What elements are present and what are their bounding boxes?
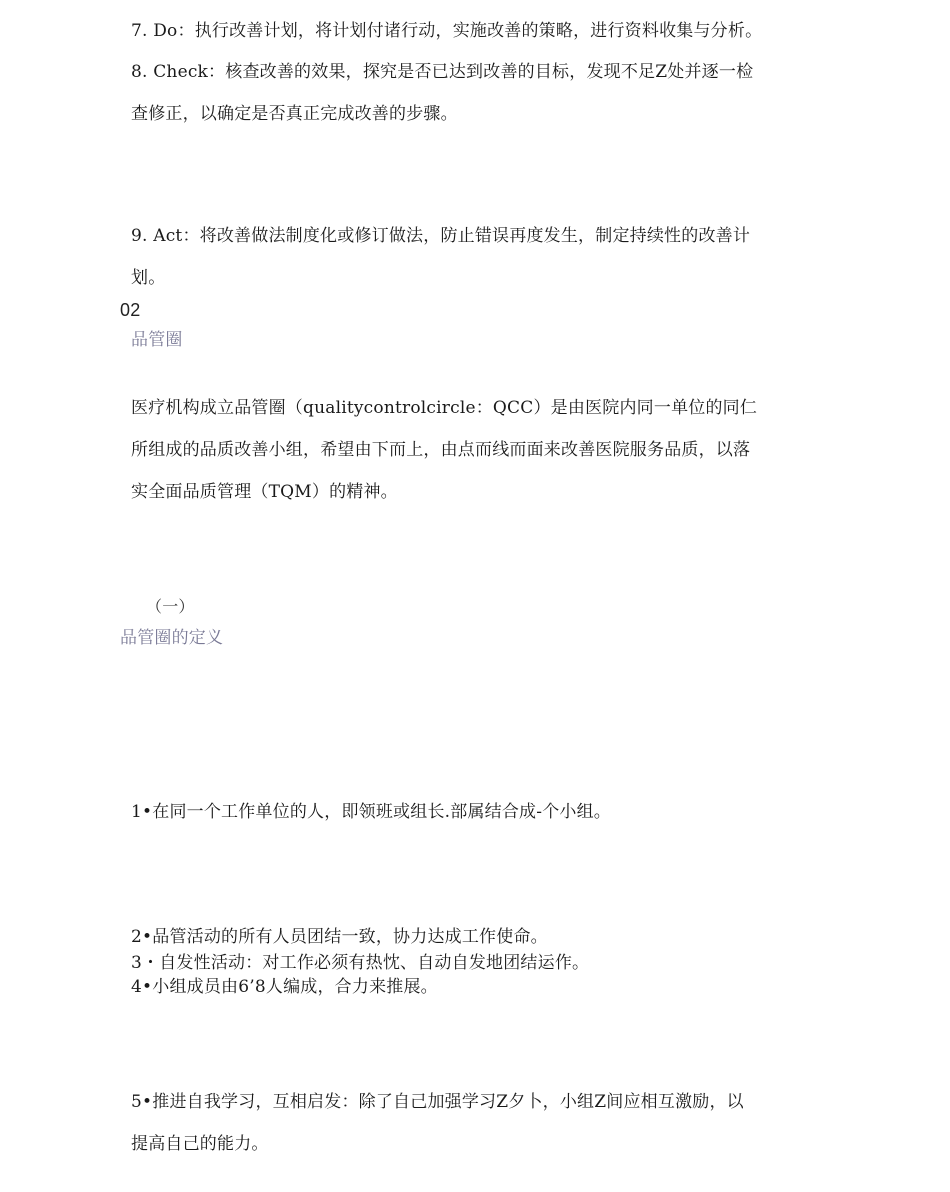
subsection-title: 品管圈的定义 xyxy=(120,628,224,648)
definition-item-4: 4•小组成员由6’8人编成，合力来推展。 xyxy=(131,977,438,997)
intro-line-1: 医疗机构成立品管圈（qualitycontrolcircle：QCC）是由医院内同一单位的同仁 xyxy=(131,398,758,418)
intro-line-3: 实全面品质管理（TQM）的精神。 xyxy=(131,482,398,502)
definition-item-5-line-1: 5•推进自我学习，互相启发：除了自己加强学习Z夕卜，小组Z间应相互激励，以 xyxy=(131,1092,744,1112)
pdca-act-line-1: 9. Act：将改善做法制度化或修订做法，防止错误再度发生，制定持续性的改善计 xyxy=(131,226,751,246)
pdca-check-line-2: 查修正，以确定是否真正完成改善的步骤。 xyxy=(131,104,458,124)
definition-item-2: 2•品管活动的所有人员团结一致，协力达成工作使命。 xyxy=(131,927,548,947)
subsection-marker: （一） xyxy=(146,597,195,616)
pdca-do-line: 7. Do：执行改善计划，将计划付诸行动，实施改善的策略，进行资料收集与分析。 xyxy=(131,21,763,41)
pdca-check-line-1: 8. Check：核查改善的效果，探究是否已达到改善的目标，发现不足Z处并逐一检 xyxy=(131,62,754,82)
section-title: 品管圈 xyxy=(131,330,183,350)
definition-item-1: 1•在同一个工作单位的人，即领班或组长.部属结合成-个小组。 xyxy=(131,802,611,822)
definition-item-5-line-2: 提高自己的能力。 xyxy=(131,1134,269,1154)
section-number: 02 xyxy=(120,300,141,320)
intro-line-2: 所组成的品质改善小组，希望由下而上，由点而线而面来改善医院服务品质，以落 xyxy=(131,440,751,460)
definition-item-3: 3・自发性活动：对工作必须有热忱、自动自发地团结运作。 xyxy=(131,953,590,973)
pdca-act-line-2: 划。 xyxy=(131,268,166,288)
